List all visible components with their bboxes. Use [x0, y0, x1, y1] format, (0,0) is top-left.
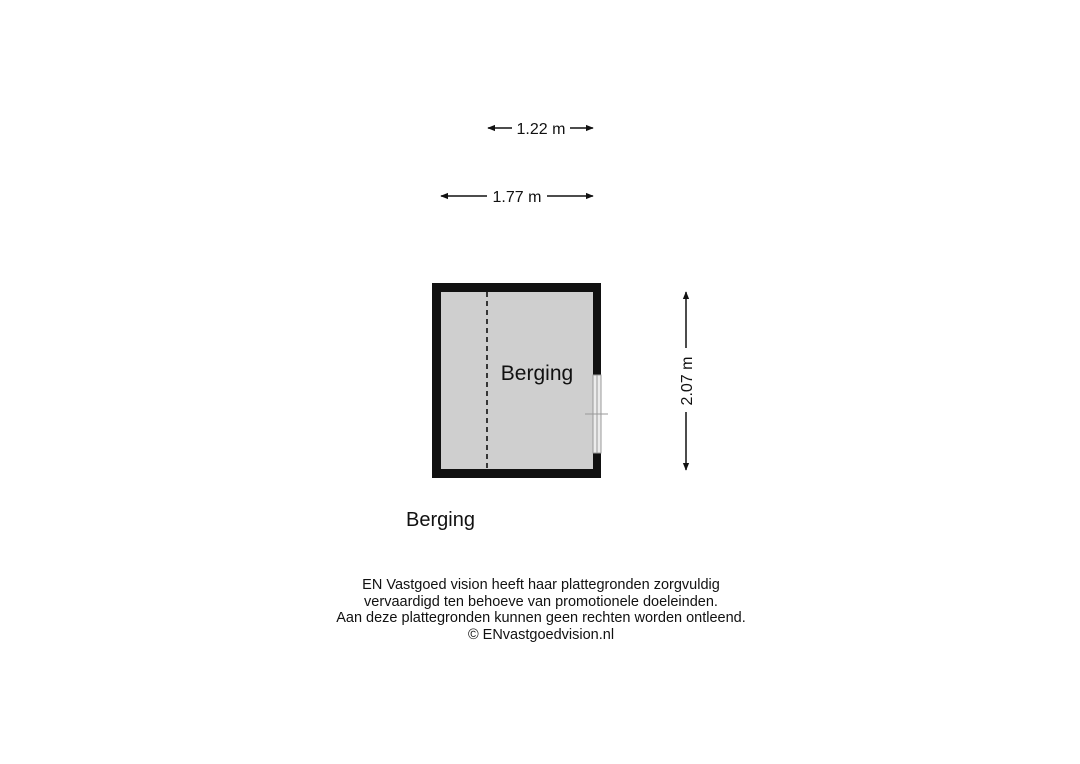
room-berging	[432, 283, 608, 478]
wall-right-lower	[593, 453, 601, 478]
dimension-top-width-label: 1.22 m	[516, 121, 566, 138]
wall-left	[432, 283, 441, 478]
disclaimer-line: vervaardigd ten behoeve van promotionele doeleinden.	[364, 593, 718, 610]
wall-bottom	[432, 469, 601, 478]
dimension-full-width	[441, 189, 593, 206]
dimension-height-label: 2.07 m	[679, 356, 696, 406]
wall-top	[432, 283, 601, 292]
room-label: Berging	[500, 362, 574, 385]
disclaimer-line: Aan deze plattegronden kunnen geen rechten worden ontleend.	[336, 610, 746, 626]
dimension-top-width	[488, 121, 593, 138]
disclaimer-copyright: © ENvastgoedvision.nl	[467, 626, 615, 643]
disclaimer-line: EN Vastgoed vision heeft haar plattegronden zorgvuldig	[362, 577, 720, 593]
floor-title: Berging	[406, 509, 475, 531]
wall-right-upper	[593, 283, 601, 375]
disclaimer	[290, 577, 792, 643]
dimension-full-width-label: 1.77 m	[492, 189, 542, 206]
dimension-height	[679, 292, 696, 470]
